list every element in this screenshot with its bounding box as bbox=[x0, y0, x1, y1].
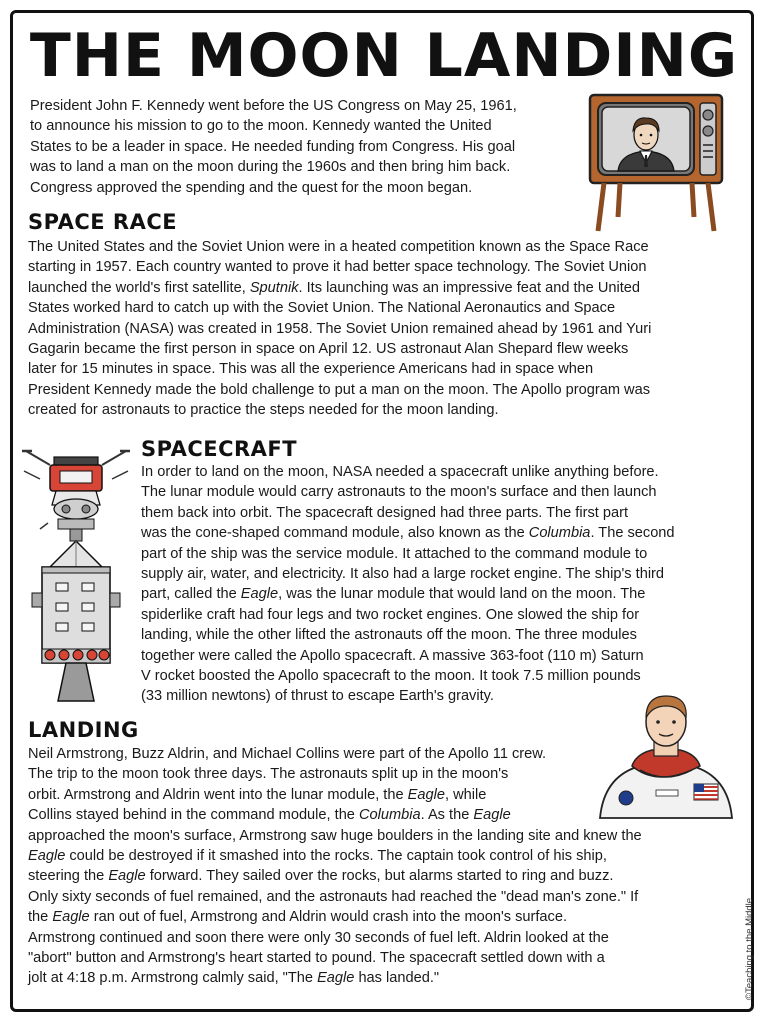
spacecraft-line: (33 million newtons) of thrust to escape Earth's gravity. bbox=[141, 688, 494, 705]
landing-line: the Eagle ran out of fuel, Armstrong and Aldrin would crash into the moon's surface. bbox=[28, 909, 568, 926]
landing-line: Neil Armstrong, Buzz Aldrin, and Michael Collins were part of the Apollo 11 crew. bbox=[28, 746, 547, 762]
space-race-line: Gagarin became the first person in space on April 12. US astronaut Alan Shepard flew weeks bbox=[28, 341, 629, 358]
spacecraft-line: part of the ship was the service module. It attached to the command module to bbox=[141, 545, 648, 562]
spacecraft-line: V rocket boosted the Apollo spacecraft to the moon. It took 7.5 million pounds bbox=[141, 668, 641, 685]
spacecraft-line: them back into orbit. The spacecraft designed had three parts. The first part bbox=[141, 504, 628, 521]
copyright-credit: ©Teaching to the Middle bbox=[744, 897, 755, 1000]
television-icon bbox=[588, 93, 724, 233]
spacecraft-line: landing, while the other lifted the astronauts off the moon. The three modules bbox=[141, 627, 637, 644]
intro-line: President John F. Kennedy went before the US Congress on May 25, 1961, bbox=[30, 98, 517, 114]
landing-line: Armstrong continued and soon there were only 30 seconds of fuel left. Aldrin looked at the bbox=[28, 929, 609, 946]
landing-line: approached the moon's surface, Armstrong saw huge boulders in the landing site and knew the bbox=[28, 827, 642, 844]
spacecraft-line: spiderlike craft had four legs and two rocket engines. One slowed the ship for bbox=[141, 606, 640, 623]
landing-line: The trip to the moon took three days. The astronauts split up in the moon's bbox=[28, 766, 509, 783]
space-race-paragraph bbox=[28, 237, 748, 421]
intro-line: Congress approved the spending and the quest for the moon began. bbox=[30, 179, 473, 196]
space-race-line: The United States and the Soviet Union were in a heated competition known as the Space Race bbox=[28, 239, 649, 255]
intro-line: to announce his mission to go to the moon. Kennedy wanted the United bbox=[30, 118, 492, 135]
landing-line: Eagle could be destroyed if it smashed into the rocks. The captain took control of his ship, bbox=[28, 848, 607, 865]
page-title: THE MOON LANDING bbox=[29, 21, 739, 91]
space-race-line: created for astronauts to practice the steps needed for the moon landing. bbox=[28, 402, 499, 419]
space-race-line: States worked hard to catch up with the Soviet Union. The National Aeronautics and Space bbox=[28, 300, 616, 317]
spacecraft-heading: SPACECRAFT bbox=[141, 437, 298, 461]
spacecraft-line: supply air, water, and electricity. It also had a large rocket engine. The ship's third bbox=[141, 566, 665, 583]
landing-heading: LANDING bbox=[28, 718, 139, 742]
landing-line: Collins stayed behind in the command module, the Columbia. As the Eagle bbox=[28, 807, 511, 824]
landing-line: Only sixty seconds of fuel remained, and the astronauts had reached the "dead man's zone." If bbox=[28, 888, 639, 905]
space-race-line: later for 15 minutes in space. This was all the experience Americans had in space when bbox=[28, 361, 594, 378]
spacecraft-line: together were called the Apollo spacecraft. A massive 363-foot (110 m) Saturn bbox=[141, 647, 644, 664]
intro-line: was to land a man on the moon during the 1960s and then bring him back. bbox=[30, 159, 511, 176]
space-race-line: President Kennedy made the bold challenge to put a man on the moon. The Apollo program was bbox=[28, 381, 650, 398]
space-race-heading: SPACE RACE bbox=[28, 210, 178, 234]
apollo-spacecraft-icon bbox=[20, 443, 132, 705]
landing-paragraph bbox=[28, 744, 748, 989]
intro-line: States to be a leader in space. He needed funding from Congress. His goal bbox=[30, 138, 516, 155]
landing-line: steering the Eagle forward. They sailed over the rocks, but alarms started to ring and buzz. bbox=[28, 868, 614, 885]
intro-paragraph bbox=[30, 96, 590, 198]
landing-line: "abort" button and Armstrong's heart started to pound. The spacecraft settled down with a bbox=[28, 950, 605, 967]
spacecraft-line: In order to land on the moon, NASA needed a spacecraft unlike anything before. bbox=[141, 464, 659, 480]
spacecraft-line: The lunar module would carry astronauts to the moon's surface and then launch bbox=[141, 484, 657, 501]
landing-line: jolt at 4:18 p.m. Armstrong calmly said, "The Eagle has landed." bbox=[28, 970, 440, 987]
space-race-line: launched the world's first satellite, Sputnik. Its launching was an impressive feat and the United bbox=[28, 279, 641, 296]
spacecraft-line: part, called the Eagle, was the lunar module that would land on the moon. The bbox=[141, 586, 646, 603]
space-race-line: Administration (NASA) was created in 1958. The Soviet Union remained ahead by 1961 and Yuri bbox=[28, 320, 652, 337]
spacecraft-line: was the cone-shaped command module, also known as the Columbia. The second bbox=[141, 525, 675, 542]
space-race-line: starting in 1957. Each country wanted to prove it had better space technology. The Soviet Union bbox=[28, 259, 647, 276]
landing-line: orbit. Armstrong and Aldrin went into the lunar module, the Eagle, while bbox=[28, 786, 487, 803]
spacecraft-paragraph bbox=[141, 462, 745, 707]
